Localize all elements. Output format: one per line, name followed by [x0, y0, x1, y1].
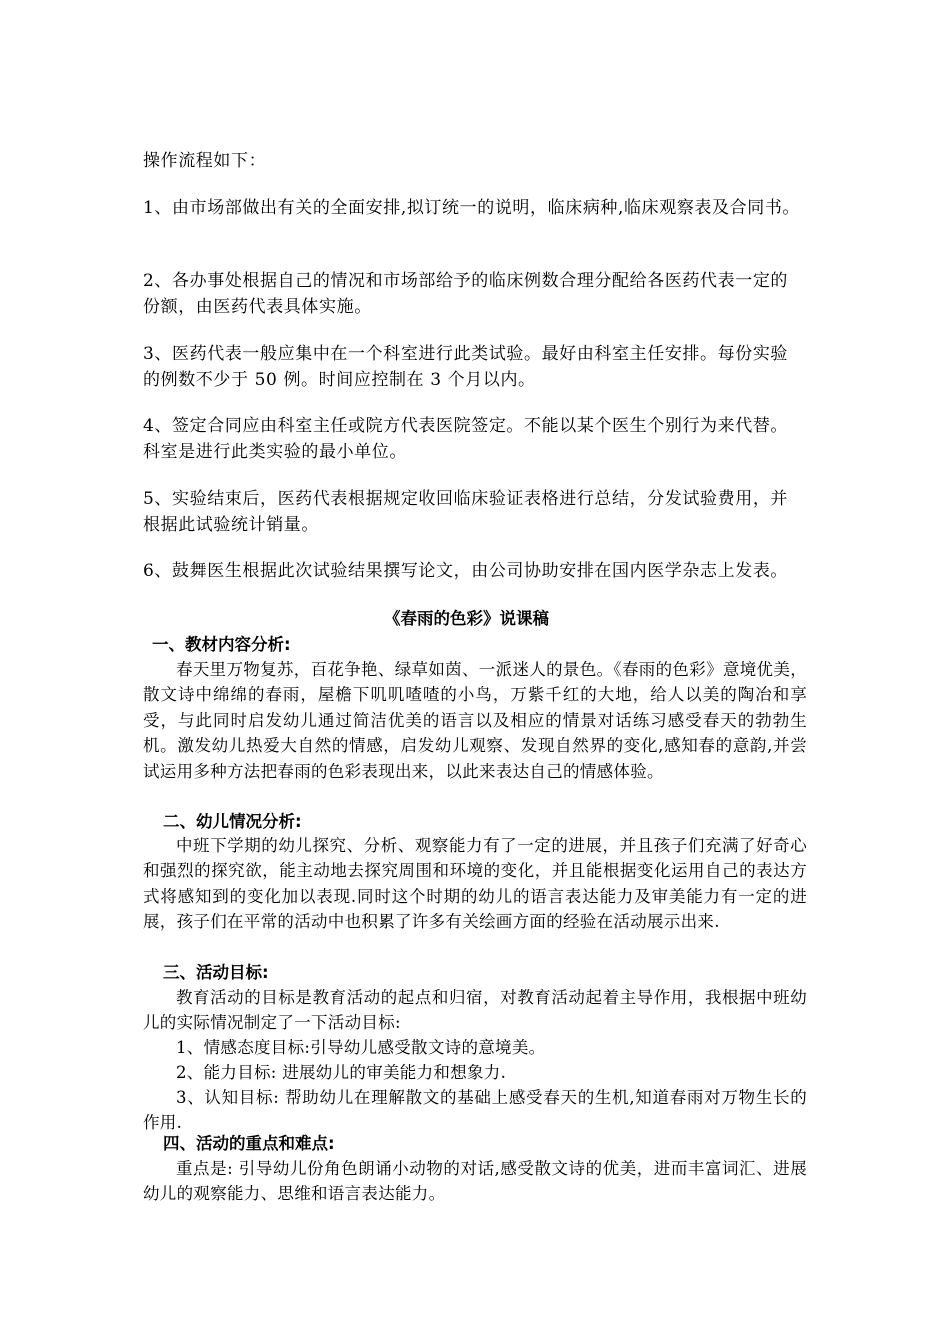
goal-cognition: 3、认知目标: 帮助幼儿在理解散文的基础上感受春天的生机,知道春雨对万物生长的作用. [143, 1088, 807, 1133]
step-3: 3、医药代表一般应集中在一个科室进行此类试验。最好由科室主任安排。每份实验的例数不少于 50 例。时间应控制在 3 个月以内。 [143, 344, 789, 390]
step-4: 4、签定合同应由科室主任或院方代表医院签定。不能以某个医生个别行为来代替。科室是进行此类实验的最小单位。 [143, 416, 789, 462]
document-title: 《春雨的色彩》说课稿 [384, 609, 549, 628]
step-1: 1、由市场部做出有关的全面安排,拟订统一的说明，临床病种,临床观察表及合同书。 [143, 198, 801, 218]
section-4-heading: 四、活动的重点和难点: [163, 1134, 335, 1153]
section-2-heading: 二、幼儿情况分析: [163, 812, 302, 831]
section-3-heading: 三、活动目标: [163, 963, 269, 982]
section-3-body: 教育活动的目标是教育活动的起点和归宿，对教育活动起着主导作用，我根据中班幼儿的实际情况制定了一下活动目标: [143, 988, 807, 1033]
section-1-heading: 一、教材内容分析: [152, 635, 291, 654]
step-5: 5、实验结束后，医药代表根据规定收回临床验证表格进行总结，分发试验费用，并根据此试验统计销量。 [143, 489, 789, 535]
section-1-body: 春天里万物复苏，百花争艳、绿草如茵、一派迷人的景色。《春雨的色彩》意境优美，散文诗中绵绵的春雨，屋檐下叽叽喳喳的小鸟，万紫千红的大地，给人以美的陶冶和享受，与此同时启发幼儿通过简洁优美的语言以及相应的情景对话练习感受春天的勃勃生机。激发幼儿热爱大自然的情感，启发幼儿观察、发现自然界的变化,感知春的意韵,并尝试运用多种方法把春雨的色彩表现出来，以此来表达自己的情感体验。 [143, 660, 807, 781]
section-2-body: 中班下学期的幼儿探究、分析、观察能力有了一定的进展，并且孩子们充满了好奇心和强烈的探究欲，能主动地去探究周围和环境的变化，并且能根据变化运用自己的表达方式将感知到的变化加以表现.同时这个时期的幼儿的语言表达能力及审美能力有一定的进展，孩子们在平常的活动中也积累了许多有关绘画方面的经验在活动展示出来. [143, 836, 807, 932]
intro-text: 操作流程如下： [143, 151, 267, 171]
step-6: 6、鼓舞医生根据此次试验结果撰写论文，由公司协助安排在国内医学杂志上发表。 [143, 561, 789, 581]
goal-ability: 2、能力目标: 进展幼儿的审美能力和想象力. [176, 1063, 507, 1082]
step-2: 2、各办事处根据自己的情况和市场部给予的临床例数合理分配给各医药代表一定的份额，由医药代表具体实施。 [143, 271, 789, 317]
goal-emotion: 1、情感态度目标:引导幼儿感受散文诗的意境美。 [176, 1038, 546, 1057]
section-4-body: 重点是: 引导幼儿份角色朗诵小动物的对话,感受散文诗的优美，进而丰富词汇、进展幼儿的观察能力、思维和语言表达能力。 [143, 1159, 807, 1204]
